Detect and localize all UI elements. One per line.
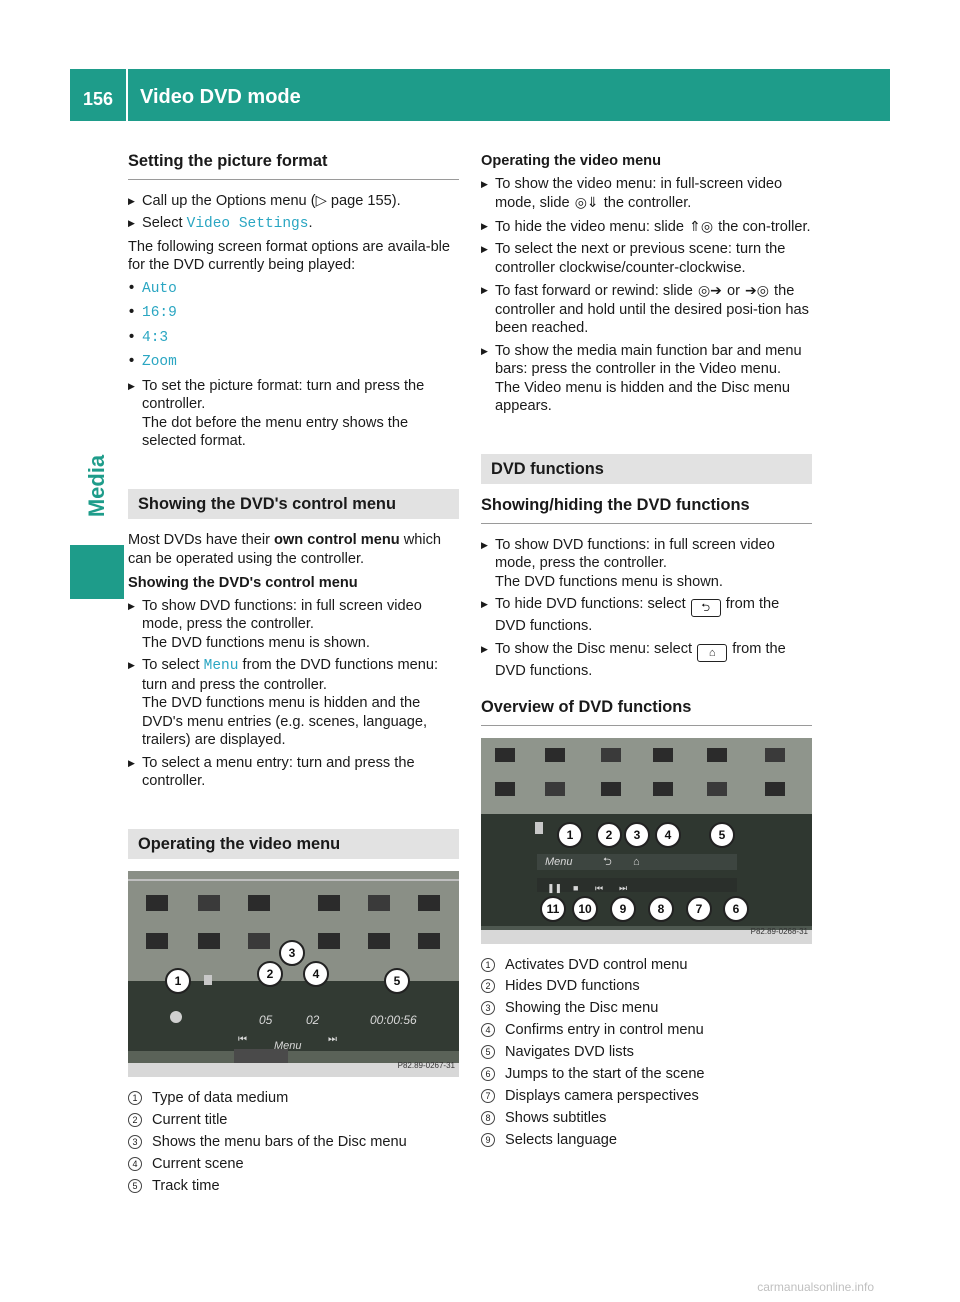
step-note: The Video menu is hidden and the Disc menu appears. xyxy=(495,379,791,414)
step-show-video-menu xyxy=(481,175,812,213)
legend-text: Selects language xyxy=(505,1131,617,1148)
section-title-show-hide-dvd-functions: Showing/hiding the DVD functions xyxy=(481,496,812,524)
step-fast-forward xyxy=(481,281,812,338)
option-code: Auto xyxy=(142,280,177,297)
callout-3: 3 xyxy=(624,822,650,848)
paragraph-format-options: The following screen format options are availa-ble for the DVD currently being played: xyxy=(128,238,451,273)
legend-number: 6 xyxy=(481,1067,495,1081)
legend-item xyxy=(481,1021,812,1040)
legend-text: Showing the Disc menu xyxy=(505,1000,659,1017)
legend-number: 8 xyxy=(481,1111,495,1125)
step-text: To fast forward or rewind: slide xyxy=(495,283,697,299)
screen-stop-icon: ■ xyxy=(573,882,579,893)
page-ref-arrow-icon: ▷ xyxy=(315,192,327,209)
menu-item-code: Menu xyxy=(203,658,239,674)
para-bold: own control menu xyxy=(274,532,400,548)
screen-back-icon: ⮌ xyxy=(603,855,612,868)
screen-menu-label: Menu xyxy=(274,1040,302,1052)
callout-10: 10 xyxy=(572,896,598,922)
step-text: ▶ To show DVD functions: in full screen video mode, press the controller. xyxy=(142,597,422,632)
step-text: or xyxy=(722,283,745,299)
legend-text: Shows the menu bars of the Disc menu xyxy=(152,1133,407,1150)
legend-item xyxy=(481,1131,812,1150)
spacer xyxy=(481,944,812,954)
screen-rewind-icon: ⏮ xyxy=(595,882,604,893)
subheading-show-control-menu: Showing the DVD's control menu xyxy=(128,575,358,591)
callout-6: 6 xyxy=(723,896,749,922)
screen-home-icon: ⌂ xyxy=(633,855,640,868)
step-text: ▶ To set the picture format: turn and press the controller. xyxy=(142,377,425,412)
legend-item xyxy=(481,1043,812,1062)
option-auto xyxy=(128,279,459,299)
section-title-dvd-functions: DVD functions xyxy=(481,454,812,485)
step-text: To show the Disc menu: select xyxy=(495,640,697,657)
back-icon: ⮌ xyxy=(691,599,721,617)
controller-slide-left-icon: ➔◎ xyxy=(745,282,769,298)
legend-text: Track time xyxy=(152,1177,220,1194)
step-set-format xyxy=(128,377,459,451)
section-title-operating-video-menu: Operating the video menu xyxy=(128,829,459,860)
legend-item xyxy=(481,1109,812,1128)
callout-11: 11 xyxy=(540,896,566,922)
callout-2: 2 xyxy=(257,961,283,987)
legend-text: Hides DVD functions xyxy=(505,978,640,995)
legend-item xyxy=(481,977,812,996)
para-text: which can be operated using the controller. xyxy=(128,532,442,567)
option-code: 16:9 xyxy=(142,305,177,321)
legend-number: 9 xyxy=(481,1133,495,1147)
callout-7: 7 xyxy=(686,896,712,922)
step-hide-video-menu xyxy=(481,217,812,237)
callout-1: 1 xyxy=(165,968,191,994)
step-text: ▶ To show DVD functions: in full screen video mode, press the controller. xyxy=(495,536,775,571)
legend-number: 5 xyxy=(128,1179,142,1193)
figure-code: P82.89-0268-31 xyxy=(750,927,808,936)
step-hide-dvd-functions xyxy=(481,595,812,636)
figure-dvd-functions xyxy=(481,738,812,944)
option-code: Zoom xyxy=(142,354,177,370)
screen-menu-label: Menu xyxy=(545,855,573,868)
legend-number: 3 xyxy=(481,1001,495,1015)
legend-number: 4 xyxy=(481,1023,495,1037)
step-text: from the DVD functions menu: turn and press the controller. xyxy=(142,657,438,693)
step-select-menu-entry: ▶ To select a menu entry: turn and press the controller. xyxy=(128,754,459,791)
step-note: The DVD functions menu is hidden and the DVD's menu entries (e.g. scenes, language, trailers) are displayed. xyxy=(142,695,428,748)
step-show-dvd-functions xyxy=(128,597,459,653)
legend-number: 7 xyxy=(481,1089,495,1103)
legend-text: Type of data medium xyxy=(152,1090,289,1106)
step-note: The dot before the menu entry shows the selected format. xyxy=(142,414,409,449)
page-number: 156 xyxy=(83,89,114,109)
legend-number: 4 xyxy=(128,1157,142,1171)
legend-text: Confirms entry in control menu xyxy=(505,1022,704,1039)
step-call-options xyxy=(128,192,459,211)
callout-5: 5 xyxy=(384,968,410,994)
step-text: the controller and hold until the desired posi-tion has been reached. xyxy=(495,283,809,336)
page-title: Video DVD mode xyxy=(140,86,301,108)
legend-item xyxy=(128,1133,459,1152)
legend-item xyxy=(128,1155,459,1174)
legend-text: Activates DVD control menu xyxy=(505,956,688,973)
controller-slide-down-icon: ◎⇓ xyxy=(574,194,599,210)
paragraph-control-menu xyxy=(128,531,459,568)
legend-text: Shows subtitles xyxy=(505,1109,607,1126)
spacer xyxy=(128,1077,459,1087)
step-text: To show the video menu: in full-screen video mode, slide xyxy=(495,175,783,211)
spacer xyxy=(481,684,812,698)
step-show-main-function-bar xyxy=(481,342,812,416)
step-select-video-settings xyxy=(128,214,459,234)
callout-3: 3 xyxy=(279,940,305,966)
legend-text: Navigates DVD lists xyxy=(505,1044,634,1061)
option-16-9 xyxy=(128,303,459,323)
step-text: the con-troller. xyxy=(714,218,811,235)
legend-number: 3 xyxy=(128,1135,142,1149)
legend-text: Current title xyxy=(152,1111,228,1128)
spacer xyxy=(128,455,459,489)
controller-slide-right-icon: ◎➔ xyxy=(697,282,722,298)
screen-next-icon: ⏭ xyxy=(328,1034,337,1045)
legend-item xyxy=(481,1087,812,1106)
legend-item xyxy=(481,1065,812,1084)
left-column xyxy=(128,152,459,1198)
screen-scene-readout: 02 xyxy=(306,1013,320,1027)
legend-item xyxy=(481,999,812,1018)
section-title-control-menu: Showing the DVD's control menu xyxy=(128,489,459,520)
step-text: To select xyxy=(142,657,204,673)
screen-title-readout: 05 xyxy=(259,1013,273,1027)
section-title-picture-format: Setting the picture format xyxy=(128,152,459,180)
callout-4: 4 xyxy=(303,961,329,987)
section-title-operating-video-menu-right: Operating the video menu xyxy=(481,153,662,169)
legend-item xyxy=(481,956,812,975)
home-icon: ⌂ xyxy=(697,644,727,662)
screen-prev-icon: ⏮ xyxy=(238,1034,247,1045)
step-note: The DVD functions menu is shown. xyxy=(142,634,370,651)
step-text: ▶ To show the media main function bar and menu bars: press the controller in the Video menu. xyxy=(495,342,802,377)
legend-number: 5 xyxy=(481,1045,495,1059)
callout-5: 5 xyxy=(709,822,735,848)
callout-2: 2 xyxy=(596,822,622,848)
spacer xyxy=(481,420,812,454)
para-text: Most DVDs have their xyxy=(128,532,274,548)
step-select-scene: ▶ To select the next or previous scene: turn the controller clockwise/counter-clockwise. xyxy=(481,240,812,277)
legend-item xyxy=(128,1089,459,1108)
step-text: To hide the video menu: slide xyxy=(495,218,689,235)
legend-number: 2 xyxy=(481,979,495,993)
legend-item xyxy=(128,1177,459,1196)
legend-text: Current scene xyxy=(152,1155,244,1172)
step-text: . xyxy=(308,215,313,231)
footer-watermark: carmanualsonline.info xyxy=(757,1279,874,1294)
legend-number: 2 xyxy=(128,1113,142,1127)
legend-number: 1 xyxy=(481,958,495,972)
callout-8: 8 xyxy=(648,896,674,922)
step-text: Call up the Options menu ( xyxy=(142,192,316,209)
callout-4: 4 xyxy=(655,822,681,848)
step-show-dvd-functions-right xyxy=(481,536,812,592)
callout-9: 9 xyxy=(610,896,636,922)
figure-video-menu xyxy=(128,871,459,1077)
legend-text: Displays camera perspectives xyxy=(505,1087,699,1104)
step-text: page 155). xyxy=(326,192,401,209)
right-column xyxy=(481,152,812,1153)
step-text: the controller. xyxy=(599,195,692,211)
step-text: from the DVD functions. xyxy=(495,596,780,634)
legend-item xyxy=(128,1111,459,1130)
spacer xyxy=(128,795,459,829)
step-text: Select xyxy=(142,215,187,231)
step-text: from the DVD functions. xyxy=(495,640,786,679)
step-text: To hide DVD functions: select xyxy=(495,596,690,612)
header-divider xyxy=(126,69,128,121)
screen-time-readout: 00:00:56 xyxy=(370,1013,417,1027)
side-tab-label: Media xyxy=(83,454,109,518)
legend-text: Jumps to the start of the scene xyxy=(505,1065,705,1082)
option-code: 4:3 xyxy=(142,329,169,346)
menu-item-code: Video Settings xyxy=(186,216,309,232)
callout-1: 1 xyxy=(557,822,583,848)
section-title-overview-dvd-functions: Overview of DVD functions xyxy=(481,698,812,726)
figure-code: P82.89-0267-31 xyxy=(397,1060,455,1070)
step-show-disc-menu xyxy=(481,640,812,681)
screen-forward-icon: ⏭ xyxy=(619,882,628,893)
option-4-3 xyxy=(128,328,459,348)
controller-slide-up-icon: ⇑◎ xyxy=(689,217,714,234)
step-select-menu xyxy=(128,656,459,750)
step-note: The DVD functions menu is shown. xyxy=(495,573,723,590)
screen-pause-icon: ❚❚ xyxy=(547,882,563,893)
option-zoom xyxy=(128,352,459,372)
legend-number: 1 xyxy=(128,1091,142,1105)
side-tab-block xyxy=(70,545,124,599)
